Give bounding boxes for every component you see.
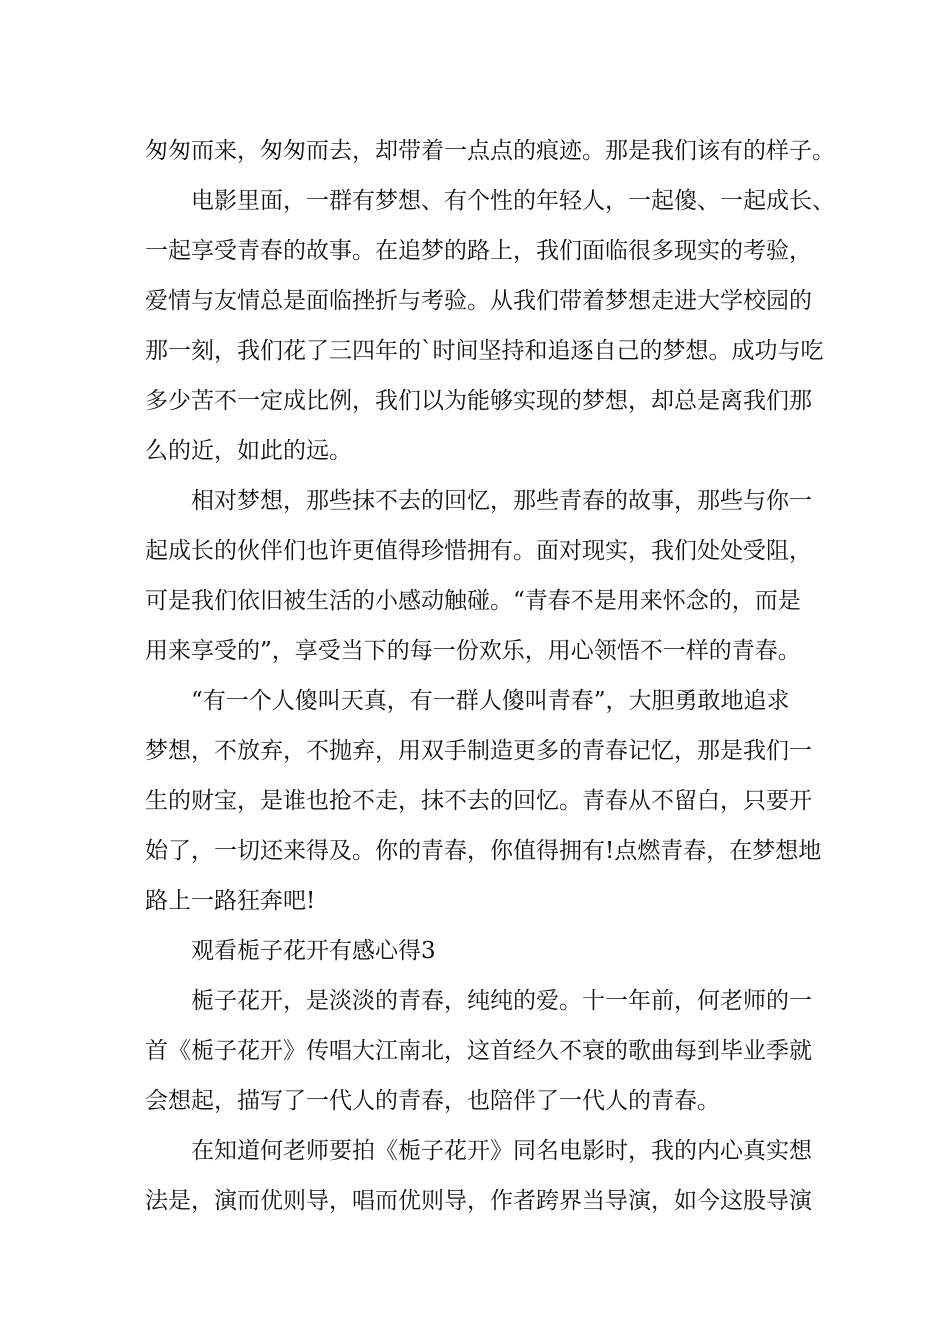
text-line: 梦想，不放弃，不抛弃，用双手制造更多的青春记忆，那是我们一	[145, 738, 812, 764]
text-line: 么的近，如此的远。	[145, 438, 352, 464]
text-line: 始了，一切还来得及。你的青春，你值得拥有!点燃青春，在梦想地	[145, 838, 822, 864]
paragraph-start: 栀子花开，是淡淡的青春，纯纯的爱。十一年前，何老师的一	[191, 988, 812, 1014]
paragraph-start: 在知道何老师要拍《栀子花开》同名电影时，我的内心真实想	[191, 1138, 812, 1164]
text-line: 爱情与友情总是面临挫折与考验。从我们带着梦想走进大学校园的	[145, 288, 812, 314]
paragraph-start: 电影里面，一群有梦想、有个性的年轻人，一起傻、一起成长、	[191, 188, 835, 214]
paragraph-start: “有一个人傻叫天真，有一群人傻叫青春”，大胆勇敢地追求	[191, 688, 790, 714]
text-line: 匆匆而来，匆匆而去，却带着一点点的痕迹。那是我们该有的样子。	[145, 138, 835, 164]
text-line: 可是我们依旧被生活的小感动触碰。“青春不是用来怀念的，而是	[145, 588, 801, 614]
text-line: 那一刻，我们花了三四年的`时间坚持和追逐自己的梦想。成功与吃	[145, 338, 824, 364]
text-line: 起成长的伙伴们也许更值得珍惜拥有。面对现实，我们处处受阻，	[145, 538, 812, 564]
text-line: 法是，演而优则导，唱而优则导，作者跨界当导演，如今这股导演	[145, 1188, 812, 1214]
text-line: 路上一路狂奔吧!	[145, 888, 316, 914]
text-line: 多少苦不一定成比例，我们以为能够实现的梦想，却总是离我们那	[145, 388, 812, 414]
text-line: 一起享受青春的故事。在追梦的路上，我们面临很多现实的考验，	[145, 238, 812, 264]
text-line: 生的财宝，是谁也抢不走，抹不去的回忆。青春从不留白，只要开	[145, 788, 812, 814]
text-line: 首《栀子花开》传唱大江南北，这首经久不衰的歌曲每到毕业季就	[145, 1038, 812, 1064]
section-heading: 观看栀子花开有感心得3	[191, 938, 436, 964]
paragraph-start: 相对梦想，那些抹不去的回忆，那些青春的故事，那些与你一	[191, 488, 812, 514]
text-line: 会想起，描写了一代人的青春，也陪伴了一代人的青春。	[145, 1088, 720, 1114]
text-line: 用来享受的”，享受当下的每一份欢乐，用心领悟不一样的青春。	[145, 638, 801, 664]
